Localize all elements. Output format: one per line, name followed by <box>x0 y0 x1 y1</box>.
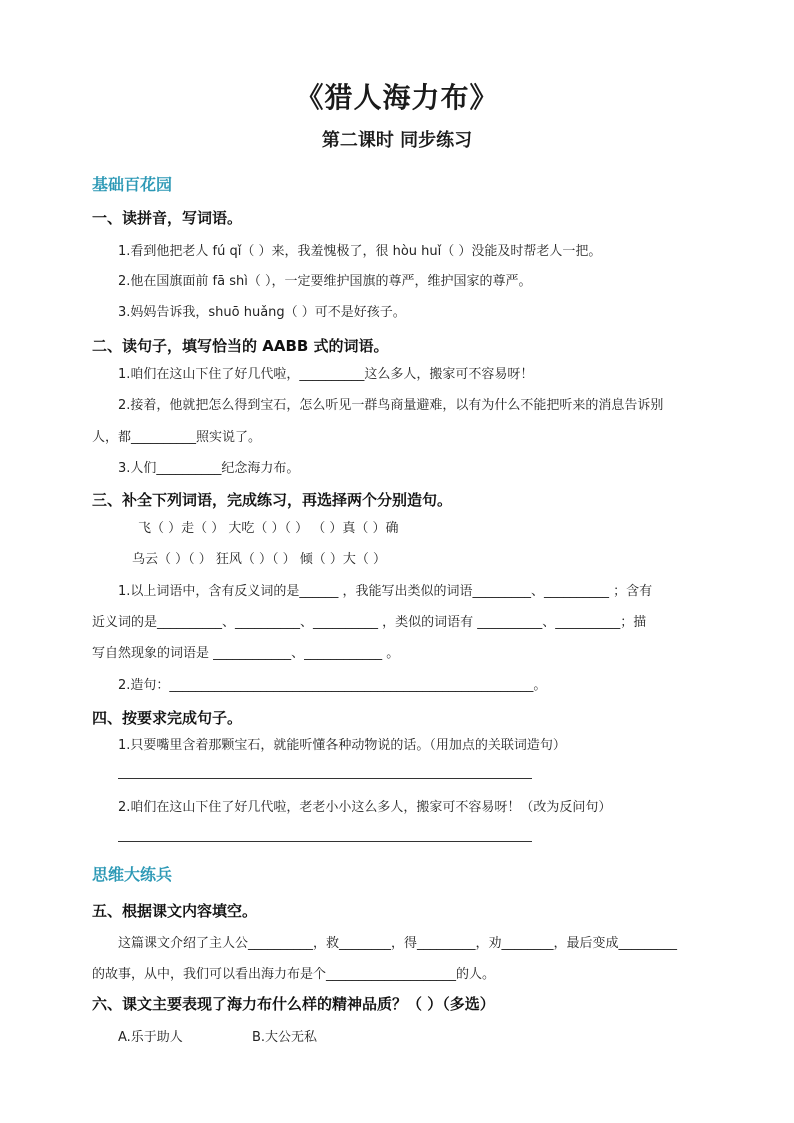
q5-heading: 五、根据课文内容填空。 <box>92 902 258 920</box>
q6-option-a[interactable]: A.乐于助人 <box>118 1030 183 1045</box>
document-title: 《猎人海力布》 <box>295 81 499 114</box>
q2-line-2a: 2.接着，他就把怎么得到宝石，怎么听见一群鸟商量避难，以有为什么不能把听来的消息告诉别 <box>118 398 664 413</box>
q1-line-1: 1.看到他把老人 fú qǐ（ ）来，我羞愧极了，很 hòu huǐ（ ）没能及时帮老人一把。 <box>118 244 602 259</box>
q3-sub-1a: 1.以上词语中，含有反义词的是______ ，我能写出类似的词语_________、__________ ；含有 <box>118 584 653 599</box>
q4-sub-1: 1.只要嘴里含着那颗宝石，就能听懂各种动物说的话。（用加点的关联词造句） <box>118 738 566 753</box>
q4-answer-line-1[interactable] <box>118 778 532 779</box>
q3-word-row-2: 乌云（ ）（ ） 狂风（ ）（ ） 倾（ ）大（ ） <box>132 552 387 567</box>
q6-option-b[interactable]: B.大公无私 <box>252 1030 318 1045</box>
q2-heading: 二、读句子，填写恰当的 AABB 式的词语。 <box>92 337 389 355</box>
q5-line-2: 的故事，从中，我们可以看出海力布是个____________________的人。 <box>92 967 496 982</box>
q6-heading: 六、课文主要表现了海力布什么样的精神品质？（ ）（多选） <box>92 995 495 1013</box>
section-basic: 基础百花园 <box>92 175 173 194</box>
q4-sub-2: 2.咱们在这山下住了好几代啦，老老小小这么多人，搬家可不容易呀！（改为反问句） <box>118 800 612 815</box>
q4-heading: 四、按要求完成句子。 <box>92 709 243 727</box>
q2-line-1: 1.咱们在这山下住了好几代啦，__________这么多人，搬家可不容易呀！ <box>118 367 534 382</box>
q3-sub-1b: 近义词的是__________、__________、__________ ，类似的词语有 __________、__________；描 <box>92 615 647 630</box>
document-subtitle: 第二课时 同步练习 <box>321 130 473 151</box>
q5-line-1: 这篇课文介绍了主人公__________，救________，得_________，劝________，最后变成_________ <box>118 936 678 951</box>
q1-line-2: 2.他在国旗面前 fā shì（ ），一定要维护国旗的尊严，维护国家的尊严。 <box>118 274 532 289</box>
section-thinking: 思维大练兵 <box>92 865 173 884</box>
q4-answer-line-2[interactable] <box>118 841 532 842</box>
q3-heading: 三、补全下列词语，完成练习，再选择两个分别造句。 <box>92 491 453 509</box>
q3-word-row-1: 飞（ ）走（ ） 大吃（ ）（ ） （ ）真（ ）确 <box>138 521 399 536</box>
q3-sub-2: 2.造句：________________________________________________________。 <box>118 678 547 693</box>
q3-sub-1c: 写自然现象的词语是 ____________、____________ 。 <box>92 646 400 661</box>
q1-line-3: 3.妈妈告诉我，shuō huǎng（ ）可不是好孩子。 <box>118 305 406 320</box>
q1-heading: 一、读拼音，写词语。 <box>92 209 243 227</box>
q2-line-3: 3.人们__________纪念海力布。 <box>118 461 300 476</box>
q2-line-2b: 人，都__________照实说了。 <box>92 430 262 445</box>
